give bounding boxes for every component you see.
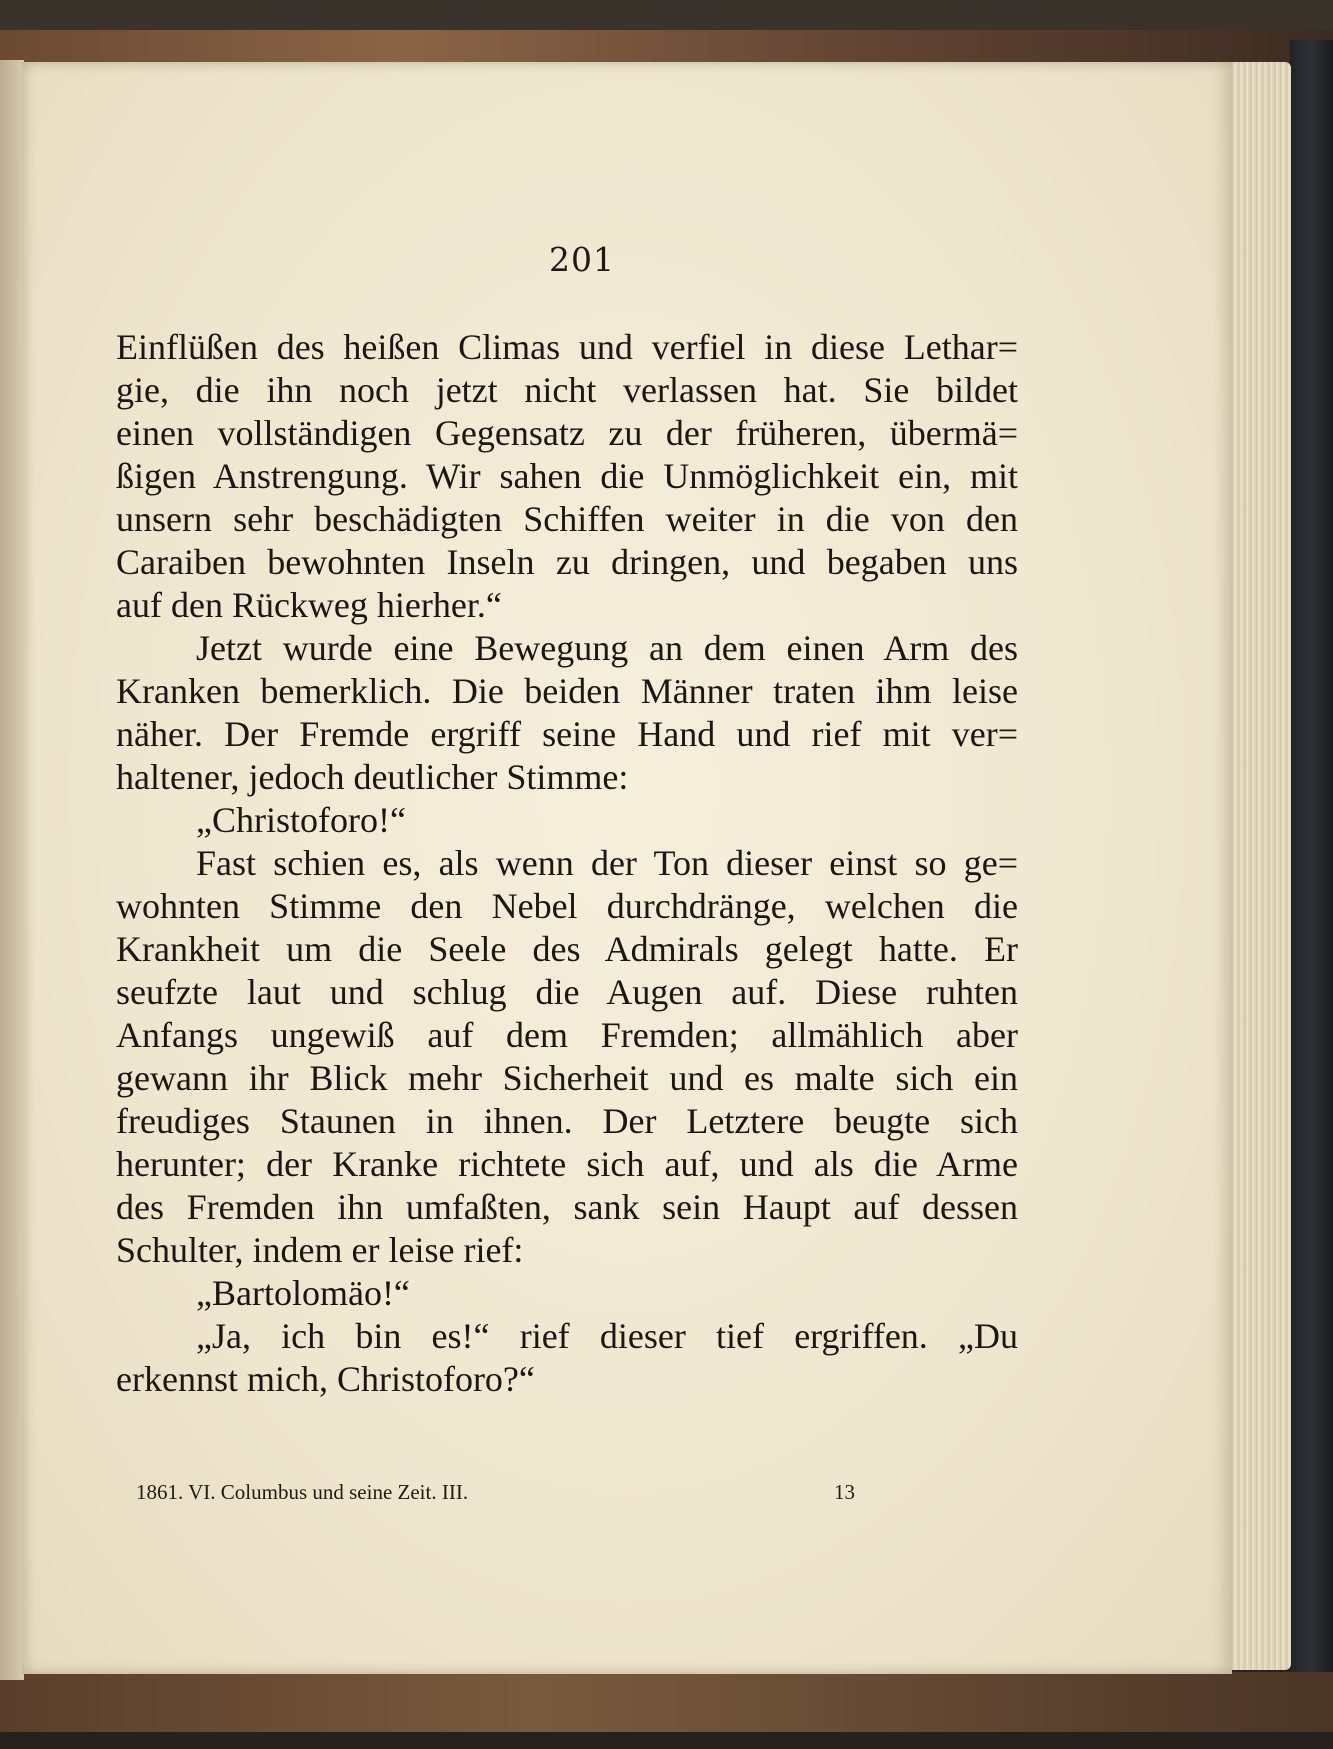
text-line: Krankheit um die Seele des Admirals gelegt hatte. Er bbox=[116, 929, 1018, 969]
text-line: seufzte laut und schlug die Augen auf. Diese ruhten bbox=[116, 972, 1018, 1012]
text-line: näher. Der Fremde ergriff seine Hand und rief mit ver= bbox=[116, 714, 1018, 754]
text-line: freudiges Staunen in ihnen. Der Letztere beugte sich bbox=[116, 1101, 1018, 1141]
text-line: erkennst mich, Christoforo?“ bbox=[116, 1359, 535, 1399]
text-line: „Ja, ich bin es!“ rief dieser tief ergriffen. „Du bbox=[196, 1316, 1018, 1356]
text-line: Einflüßen des heißen Climas und verfiel in diese Lethar= bbox=[116, 327, 1018, 367]
book-cover-bottom-edge bbox=[0, 1672, 1333, 1732]
facing-page-edge bbox=[0, 60, 24, 1680]
text-line: Schulter, indem er leise rief: bbox=[116, 1230, 524, 1270]
text-line: des Fremden ihn umfaßten, sank sein Haupt auf dessen bbox=[116, 1187, 1018, 1227]
text-line: herunter; der Kranke richtete sich auf, und als die Arme bbox=[116, 1144, 1018, 1184]
page-stack-edges bbox=[1225, 62, 1291, 1670]
text-line: gewann ihr Blick mehr Sicherheit und es malte sich ein bbox=[116, 1058, 1018, 1098]
book-page bbox=[22, 62, 1232, 1674]
footer-signature: 1861. VI. Columbus und seine Zeit. III. bbox=[136, 1480, 469, 1504]
page-number: 201 bbox=[549, 240, 615, 279]
text-line: Fast schien es, als wenn der Ton dieser einst so ge= bbox=[196, 843, 1018, 883]
text-line: wohnten Stimme den Nebel durchdränge, welchen die bbox=[116, 886, 1018, 926]
text-line: einen vollständigen Gegensatz zu der früheren, übermä= bbox=[116, 413, 1018, 453]
text-line: Kranken bemerklich. Die beiden Männer traten ihm leise bbox=[116, 671, 1018, 711]
text-line: gie, die ihn noch jetzt nicht verlassen hat. Sie bildet bbox=[116, 370, 1018, 410]
text-line: „Bartolomäo!“ bbox=[196, 1273, 410, 1313]
text-line: auf den Rückweg hierher.“ bbox=[116, 585, 502, 625]
text-line: unsern sehr beschädigten Schiffen weiter in die von den bbox=[116, 499, 1018, 539]
text-line: ßigen Anstrengung. Wir sahen die Unmöglichkeit ein, mit bbox=[116, 456, 1018, 496]
footer-sheet-number: 13 bbox=[834, 1480, 855, 1504]
book-cover-right-edge bbox=[1290, 40, 1333, 1690]
text-line: Jetzt wurde eine Bewegung an dem einen Arm des bbox=[196, 628, 1018, 668]
text-line: Anfangs ungewiß auf dem Fremden; allmählich aber bbox=[116, 1015, 1018, 1055]
page-body-text bbox=[116, 326, 1018, 1401]
text-line: Caraiben bewohnten Inseln zu dringen, und begaben uns bbox=[116, 542, 1018, 582]
text-line: „Christoforo!“ bbox=[196, 800, 406, 840]
text-line: haltener, jedoch deutlicher Stimme: bbox=[116, 757, 629, 797]
